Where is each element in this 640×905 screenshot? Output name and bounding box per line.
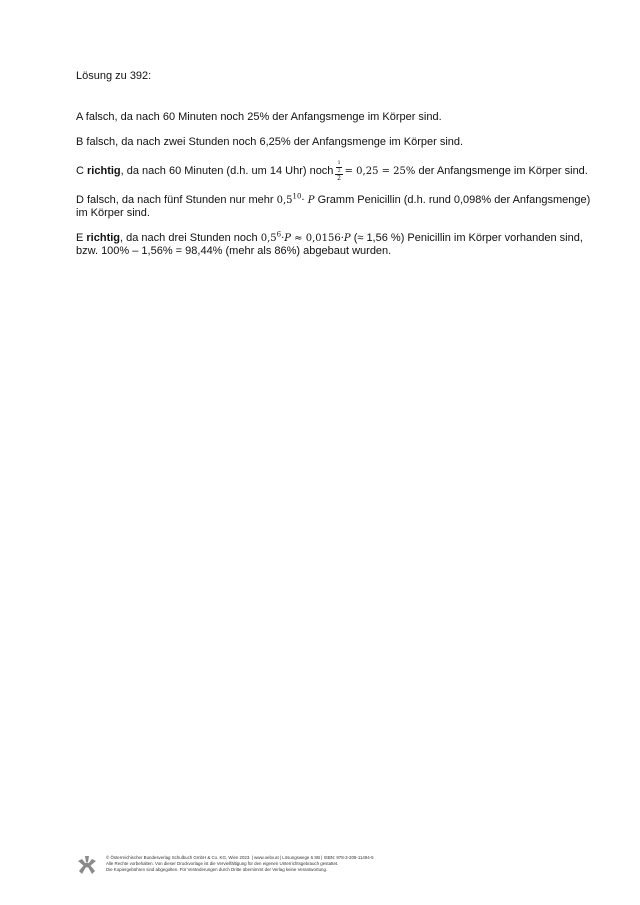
fraction-denominator: 2 <box>337 175 341 182</box>
fraction-inner-numerator: 1 <box>337 160 341 166</box>
answer-d-math <box>276 192 315 206</box>
answer-c-fraction <box>335 161 342 182</box>
answer-e-math-rest: ·𝑃 ≈ 0,0156·𝑃 <box>281 233 351 244</box>
answer-d-line2: im Körper sind. <box>76 207 150 219</box>
document-content <box>76 70 596 270</box>
answer-c-text2: der Anfangsmenge im Körper sind. <box>418 165 588 177</box>
answer-d-text2: Gramm Penicillin (d.h. rund 0,098% der Anfangsmenge) <box>317 194 591 206</box>
answer-c-text1: , da nach 60 Minuten (d.h. um 14 Uhr) noch <box>120 165 334 177</box>
answer-e-text1: , da nach drei Stunden noch <box>120 232 258 244</box>
answer-e <box>76 232 596 258</box>
answer-d-math-exp: 10 <box>292 192 302 201</box>
footer-text <box>106 855 374 873</box>
answer-c-letter: C <box>76 165 84 177</box>
answer-d-text1: D falsch, da nach fünf Stunden nur mehr <box>76 194 274 206</box>
answer-d-math-rest: · 𝑃 <box>301 195 315 206</box>
answer-b: B falsch, da nach zwei Stunden noch 6,25% der Anfangsmenge im Körper sind. <box>76 136 464 148</box>
oebv-logo-icon <box>76 854 98 876</box>
answer-e-math-base: 0,5 <box>260 233 277 244</box>
footer-line-2: Alle Rechte vorbehalten. Von dieser Druckvorlage ist die Vervielfältigung für den eigenen Unterrichtsgebrauch gestattet. <box>106 861 339 866</box>
answer-e-line2: bzw. 100% – 1,56% = 98,44% (mehr als 86%) abgebaut wurden. <box>76 245 392 257</box>
answer-e-letter: E <box>76 232 84 244</box>
answer-e-bold: richtig <box>86 232 121 244</box>
fraction-inner-denominator: 2 <box>337 168 341 174</box>
answer-c <box>76 161 596 182</box>
page-heading: Lösung zu 392: <box>76 70 152 82</box>
footer-line-3: Die Kopiergebühren sind abgegolten. Für Veränderungen durch Dritte übernimmt der Verlag keine Verantwortung. <box>106 867 328 872</box>
answer-e-math <box>260 230 351 244</box>
answer-a: A falsch, da nach 60 Minuten noch 25% der Anfangsmenge im Körper sind. <box>76 111 442 123</box>
footer-line-1: © Österreichischer Bundesverlag Schulbuch GmbH & Co. KG, Wien 2023. | www.oebv.at | Lösungswege 6 SB | ISBN: 978-3-209-11494-5 <box>106 855 374 860</box>
answer-c-bold: richtig <box>87 165 121 177</box>
page-footer <box>76 854 596 878</box>
answer-c-math: = 0,25 = 25% <box>344 166 416 177</box>
answer-e-text2: (≈ 1,56 %) Penicillin im Körper vorhanden sind, <box>353 232 583 244</box>
answer-d-math-base: 0,5 <box>276 195 293 206</box>
answer-d <box>76 194 596 220</box>
answer-e-math-exp: 6 <box>276 230 282 239</box>
